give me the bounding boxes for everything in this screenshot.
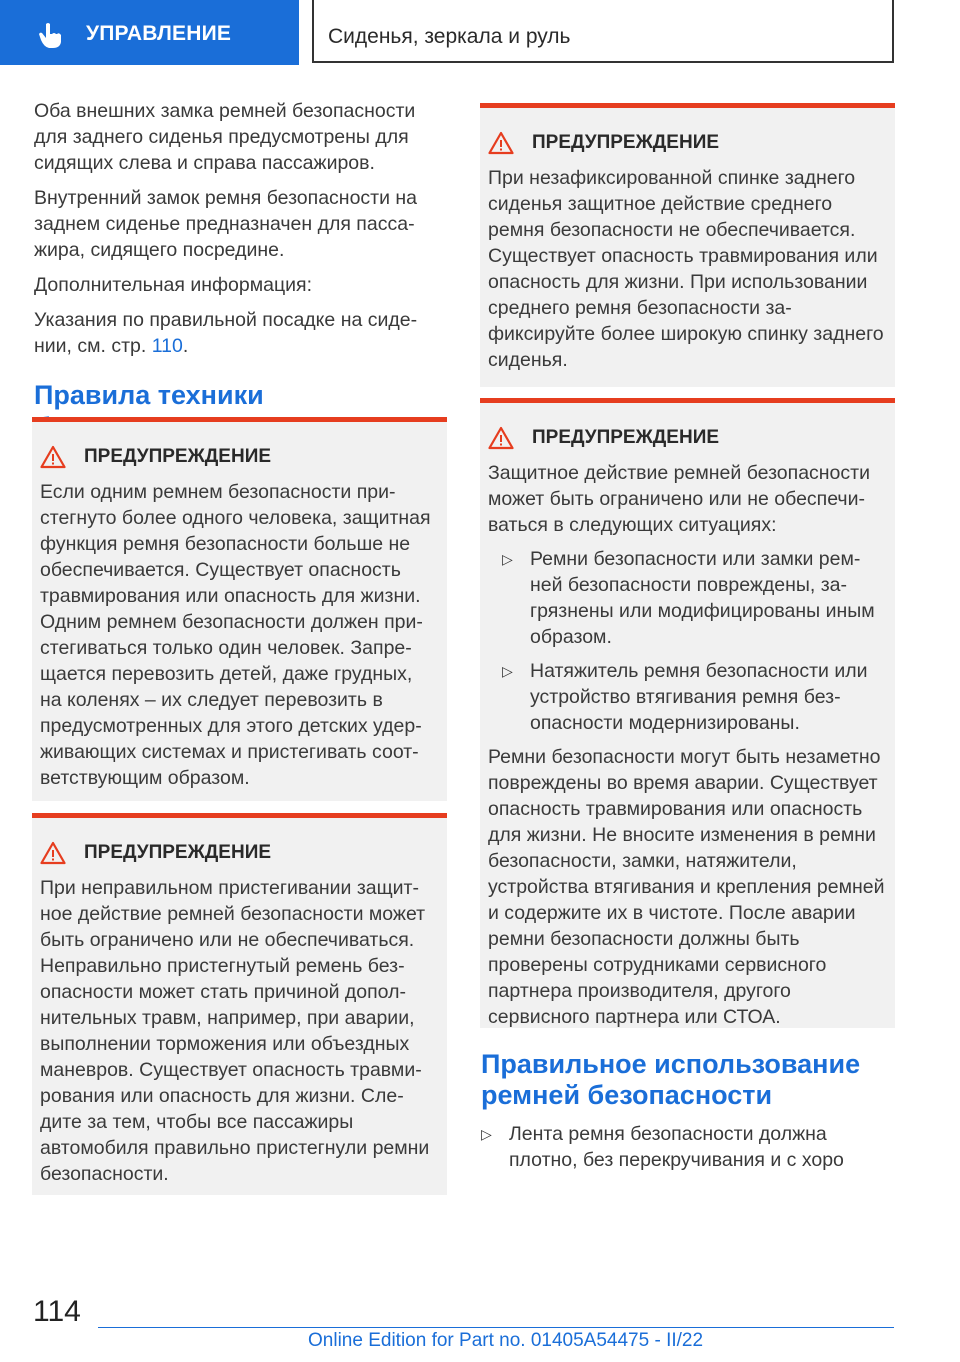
warning-header (40, 444, 437, 470)
paragraph-end: . (182, 335, 189, 357)
warning-triangle-icon (488, 426, 514, 450)
chapter-tab[interactable] (0, 0, 299, 65)
section-header (312, 0, 894, 63)
warning-text: Если одним ремнем безопасности пристегнуто более одного человека, защитная функция ремня безопасности больше не обеспечивается. Существует опасность травмирования или опасность для жизни. Одним ремнем безопасности должен пристегиваться только один человек. Запрещается перевозить детей, даже грудных, на коленях – их следует перевозить в предусмотренных для этого детских удерживающих системах и пристегивать соответствующим образом. (40, 481, 431, 789)
chapter-title: УПРАВЛЕНИЕ (86, 22, 232, 45)
warning-header (40, 840, 437, 866)
warning-header (488, 425, 885, 451)
list-item-text: Лента ремня безопасности должна плотно, без перекручивания и с хоро (509, 1123, 844, 1171)
warning-header (488, 130, 885, 156)
page-link[interactable]: 110 (151, 335, 183, 357)
paragraph: Дополнительная информация: (34, 274, 313, 296)
warning-box (32, 417, 447, 801)
footer-divider (98, 1327, 894, 1328)
warning-triangle-icon (488, 131, 514, 155)
warning-box (480, 103, 895, 387)
right-column-bottom (481, 1049, 895, 1181)
warning-triangle-icon (40, 445, 66, 469)
warning-text: При неправильном пристегивании защитное действие ремней безопасности может быть ограничено или не обеспечиваться. Неправильно пристегнутый ремень безопасности может стать причиной дополнительных травм, например, при аварии, выполнении торможения или объездных маневров. Существует опасность травмирования или опасность для жизни. Следите за тем, чтобы все пассажиры автомобиля правильно пристегнули ремни безопасности. (40, 877, 430, 1185)
left-column (34, 98, 446, 443)
warning-title: ПРЕДУПРЕЖДЕНИЕ (532, 132, 720, 153)
warning-text: Защитное действие ремней безопасности может быть ограничено или не обеспечиваться в следующих ситуациях: (488, 462, 870, 536)
warning-title: ПРЕДУПРЕЖДЕНИЕ (84, 446, 272, 467)
hand-pointer-icon (38, 22, 64, 48)
warning-box (480, 398, 895, 1028)
section-title: Сиденья, зеркала и руль (328, 25, 571, 48)
warning-text: При незафиксированной спинке заднего сиденья защитное действие среднего ремня безопасности не обеспечивается. Существует опасность травмирования или опасность для жизни. При использовании среднего ремня безопасности зафиксируйте более широкую спинку заднего сиденья. (488, 167, 884, 371)
list-item-text: Натяжитель ремня безопасности или устройство втягивания ремня безопасности модернизированы. (530, 660, 868, 734)
list-item (481, 1121, 895, 1173)
bullet-triangle-icon: ▷ (502, 551, 513, 567)
warning-triangle-icon (40, 841, 66, 865)
list-item (488, 658, 885, 736)
list-item-text: Ремни безопасности или замки ремней безопасности повреждены, загрязнены или модифицированы иным образом. (530, 548, 875, 648)
warning-title: ПРЕДУПРЕЖДЕНИЕ (84, 842, 272, 863)
warning-text: Ремни безопасности могут быть незаметно повреждены во время аварии. Существует опасность травмирования или опасность для жизни. Не вносите изменения в ремни безопасности, замки, натяжители, устройства втягивания и крепления ремней и содержите их в чистоте. После аварии ремни безопасности должны быть проверены сотрудниками сервисного партнера производителя, другого сервисного партнера или СТОА. (488, 746, 885, 1028)
paragraph-text: Указания по правильной посадке на сидении, см. стр. (34, 309, 418, 357)
list-item (488, 546, 885, 650)
bullet-triangle-icon: ▷ (481, 1126, 492, 1142)
section-heading: Правила техники (34, 380, 264, 410)
bullet-triangle-icon: ▷ (502, 663, 513, 679)
paragraph: Оба внешних замка ремней безопасности для заднего сиденья предусмотрены для сидящих слева и справа пассажиров. (34, 100, 416, 174)
paragraph (34, 307, 446, 359)
warning-title: ПРЕДУПРЕЖДЕНИЕ (532, 427, 720, 448)
section-heading: Правильное использование ремней безопасности (481, 1049, 861, 1110)
footer-edition: Online Edition for Part no. 01405A54475 - II/22 (308, 1330, 704, 1351)
warning-box (32, 813, 447, 1195)
paragraph: Внутренний замок ремня безопасности на заднем сиденье предназначен для пассажира, сидящего посредине. (34, 187, 418, 261)
page-number: 114 (33, 1295, 81, 1328)
